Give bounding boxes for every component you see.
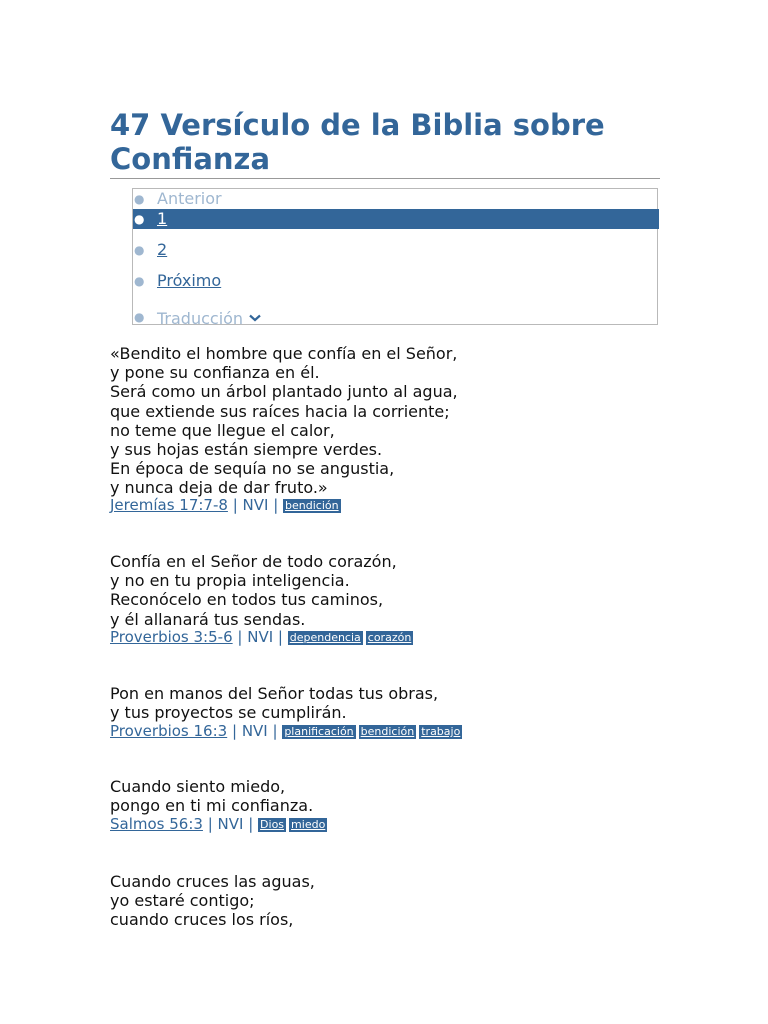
tag-link[interactable]: trabajo	[421, 725, 461, 738]
bullet-icon: ●	[134, 243, 145, 257]
prev-label: Anterior	[157, 189, 222, 208]
page-title: 47 Versículo de la Biblia sobre Confianza	[110, 108, 605, 176]
verse-text: Cuando cruces las aguas, yo estaré contigo; cuando cruces los ríos,	[110, 872, 315, 930]
tag-link[interactable]: dependencia	[289, 631, 361, 644]
chevron-down-icon	[249, 307, 261, 327]
tag-link[interactable]: corazón	[367, 631, 412, 644]
page-2-label[interactable]: 2	[157, 240, 168, 259]
pagination-next[interactable]	[133, 271, 659, 291]
verse-reference-link[interactable]: Proverbios 3:5-6	[110, 628, 233, 646]
bullet-icon: ●	[134, 192, 145, 206]
verse-text: «Bendito el hombre que confía en el Señor, y pone su confianza en él. Será como un árbol plantado junto al agua, que extiende sus raíces hacia la corriente; no teme que llegue el calor, y sus hojas están siempre verdes. En época de sequía no se angustia, y nunca deja de dar fruto.»	[110, 344, 458, 498]
pagination-page-2[interactable]	[133, 240, 659, 260]
verse-reference-line: Salmos 56:3 | NVI | Dios miedo	[110, 815, 326, 833]
verse-version: NVI	[217, 815, 244, 833]
verse-reference-line: Proverbios 3:5-6 | NVI | dependencia corazón	[110, 628, 412, 646]
verse-version: NVI	[241, 722, 268, 740]
bullet-icon: ●	[134, 310, 145, 324]
verse-reference-line: Proverbios 16:3 | NVI | planificación bendición trabajo	[110, 722, 461, 740]
verse-reference-line: Jeremías 17:7-8 | NVI | bendición	[110, 496, 339, 514]
bullet-icon: ●	[134, 274, 145, 288]
title-divider	[110, 178, 660, 179]
next-label[interactable]: Próximo	[157, 271, 222, 290]
bullet-icon: ●	[134, 212, 145, 226]
verse-version: NVI	[242, 496, 269, 514]
verse-text: Cuando siento miedo, pongo en ti mi confianza.	[110, 777, 314, 816]
translation-dropdown[interactable]	[133, 307, 659, 327]
verse-version: NVI	[247, 628, 274, 646]
pagination-prev	[133, 189, 659, 209]
verse-reference-link[interactable]: Salmos 56:3	[110, 815, 203, 833]
verse-text: Confía en el Señor de todo corazón, y no en tu propia inteligencia. Reconócelo en todos tus caminos, y él allanará tus sendas.	[110, 552, 397, 629]
pagination-page-1[interactable]	[133, 209, 659, 229]
tag-link[interactable]: miedo	[291, 818, 326, 831]
pagination	[132, 188, 658, 328]
tag-link[interactable]: planificación	[284, 725, 354, 738]
verse-reference-link[interactable]: Proverbios 16:3	[110, 722, 228, 740]
tag-link[interactable]: bendición	[285, 499, 339, 512]
page-1-label[interactable]: 1	[157, 209, 168, 228]
translation-label: Traducción	[157, 309, 244, 328]
tag-link[interactable]: Dios	[260, 818, 285, 831]
verse-text: Pon en manos del Señor todas tus obras, y tus proyectos se cumplirán.	[110, 684, 439, 723]
tag-link[interactable]: bendición	[360, 725, 415, 738]
verse-reference-link[interactable]: Jeremías 17:7-8	[110, 496, 228, 514]
